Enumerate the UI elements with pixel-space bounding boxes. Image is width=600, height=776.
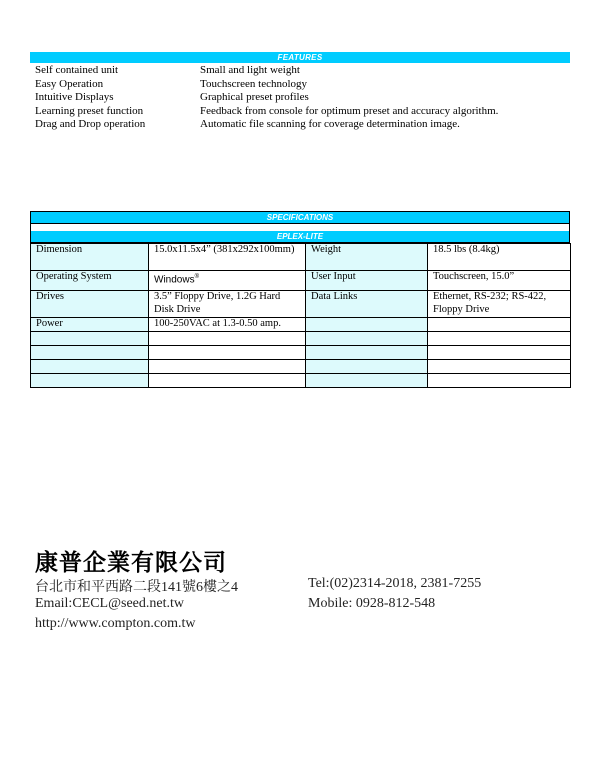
spec-value	[149, 360, 306, 374]
table-row	[31, 360, 571, 374]
spec-label: Operating System	[31, 271, 149, 291]
feature-detail: Graphical preset profiles	[200, 91, 309, 103]
table-row	[31, 271, 571, 291]
table-row	[31, 291, 571, 318]
specifications-header: SPECIFICATIONS	[30, 211, 570, 224]
company-mobile: Mobile: 0928-812-548	[308, 596, 436, 611]
spec-grid	[30, 243, 571, 388]
spec-label	[31, 346, 149, 360]
company-tel: Tel:(02)2314-2018, 2381-7255	[308, 576, 482, 591]
table-row	[31, 374, 571, 388]
spec-value	[428, 332, 571, 346]
specifications-table	[30, 211, 570, 388]
feature-row	[35, 118, 575, 132]
feature-name: Easy Operation	[35, 77, 104, 90]
table-row	[31, 332, 571, 346]
spec-label	[31, 332, 149, 346]
spec-label: Dimension	[31, 244, 149, 271]
feature-row	[35, 64, 575, 78]
spec-label: Power	[31, 318, 149, 332]
spacer-row	[30, 224, 570, 231]
spec-label	[306, 360, 428, 374]
registered-mark: ®	[194, 274, 199, 280]
feature-name: Learning preset function	[35, 104, 144, 117]
spec-value: 3.5” Floppy Drive, 1.2G Hard Disk Drive	[149, 291, 306, 318]
spec-value	[428, 318, 571, 332]
spec-value	[149, 271, 306, 291]
feature-row	[35, 78, 575, 92]
company-address: 台北市和平西路二段141號6樓之4	[35, 580, 238, 595]
os-value: Windows	[154, 274, 195, 286]
spec-label	[31, 374, 149, 388]
spec-value	[149, 346, 306, 360]
feature-name: Self contained unit	[35, 64, 119, 76]
spec-value	[428, 374, 571, 388]
feature-detail: Small and light weight	[200, 64, 300, 76]
feature-row	[35, 91, 575, 105]
spec-label: Weight	[306, 244, 428, 271]
features-list	[35, 64, 575, 132]
spec-value	[428, 360, 571, 374]
spec-value: 18.5 lbs (8.4kg)	[428, 244, 571, 271]
spec-value: Touchscreen, 15.0”	[428, 271, 571, 291]
spec-label: Data Links	[306, 291, 428, 318]
spec-value: Ethernet, RS-232; RS-422, Floppy Drive	[428, 291, 571, 318]
company-website[interactable]: http://www.compton.com.tw	[35, 616, 196, 631]
spec-label: User Input	[306, 271, 428, 291]
spec-label: Drives	[31, 291, 149, 318]
feature-detail: Touchscreen technology	[200, 77, 308, 90]
spec-value	[428, 346, 571, 360]
spec-value	[149, 332, 306, 346]
feature-detail: Feedback from console for optimum preset and accuracy algorithm.	[200, 104, 499, 117]
feature-name: Drag and Drop operation	[35, 118, 146, 130]
company-name: 康普企業有限公司	[35, 550, 227, 576]
company-email[interactable]: Email:CECL@seed.net.tw	[35, 596, 184, 611]
spec-label	[306, 346, 428, 360]
table-row	[31, 346, 571, 360]
spec-value: 15.0x11.5x4” (381x292x100mm)	[149, 244, 306, 271]
feature-detail: Automatic file scanning for coverage determination image.	[200, 118, 460, 130]
spec-value	[149, 374, 306, 388]
feature-row	[35, 105, 575, 119]
table-row	[31, 244, 571, 271]
spec-label	[306, 332, 428, 346]
feature-name: Intuitive Displays	[35, 91, 114, 103]
spec-label	[306, 374, 428, 388]
spec-label	[31, 360, 149, 374]
table-row	[31, 318, 571, 332]
model-header: EPLEX-LITE	[30, 231, 570, 243]
spec-label	[306, 318, 428, 332]
spec-value: 100-250VAC at 1.3-0.50 amp.	[149, 318, 306, 332]
features-header: FEATURES	[30, 52, 570, 63]
